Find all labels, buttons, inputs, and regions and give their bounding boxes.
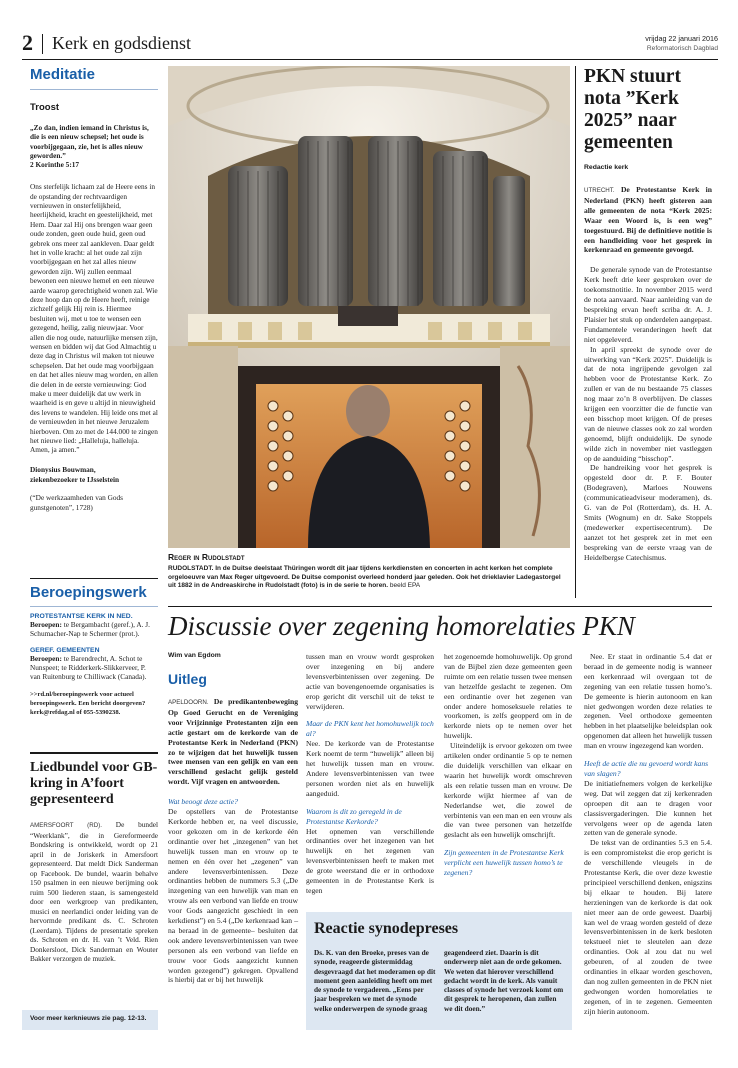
- beroepingswerk: [30, 584, 158, 718]
- pkn-nota-byline: Redactie kerk: [584, 164, 629, 171]
- header-rule: [22, 59, 718, 60]
- liedbundel-footer: Voor meer kerknieuws zie pag. 12-13.: [30, 1015, 147, 1022]
- discussie-col-3: [444, 652, 572, 878]
- caption-text: In de Duitse deelstaat Thüringen wordt dit jaar tijdens kerkdiensten en concerten in acht kerken het complete orgeloeuvre van Max Reger uitgevoerd. De Duitse componist overleed honderd jaar geleden. Ook het drieklavier Ladegastorgel uit 1882 in de Andreaskirche in Rudolstadt (foto) is in de serie te horen.: [168, 565, 561, 590]
- caption-dateline: RUDOLSTADT.: [168, 565, 214, 572]
- pkn-nota-p3: De handreiking voor het gesprek is opgesteld door dr. P. F. Bouter (Bodegraven), Marloes Nouwens (communicatieadviseur moderamen), ds. G. van de Pol (Rotterdam), ds. H. A. Smits (Wognum) en dr. Sake Stoppels (medewerker expertisecentrum). De aanzet tot het gesprek zet in met een bespreking van de eerste vraag van de Heidelbergse Catechismus.: [584, 463, 712, 562]
- discussie-q5: Heeft de actie die nu gevoerd wordt kans van slagen?: [584, 759, 709, 778]
- caption-body: [168, 565, 570, 591]
- discussie-q1: Wat beoogt deze actie?: [168, 797, 238, 807]
- beroeping-note[interactable]: >>rd.nl/beroepingswerk voor actueel beroepingswerk. Een bericht doorgeven? kerk@refdag.nl of 055-5390238.: [30, 691, 146, 717]
- reactie-box: [306, 912, 572, 1030]
- discussie-a3: Het opnemen van verschillende ordinanties over het inzegenen van het huwelijk en het zegenen van levensverbintenissen heeft te maken met de grote weerstand die er in orthodoxe gemeenten in de Protestantse Kerk is tegen: [306, 826, 434, 895]
- beroeping-group2-label: GEREF. GEMEENTEN: [30, 646, 100, 654]
- pkn-dateline: UTRECHT.: [584, 187, 615, 194]
- discussie-c4p3: De tekst van de ordinanties 5.3 en 5.4. is een compromistekst die erop gericht is de verschillende vleugels in de Protestantse Kerk, die over deze kwestie principieel verschillend denken, enigszins bij elkaar te houden. Bij latere herzieningen van de kerkorde is dat ook niet meer aan de orde geweest. Daarbij kan wel de vraag worden gesteld of deze levensverbintenissen in de kerk besloten tekstueel niet te sleutelen aan deze ordinanties. Ook al zou dat nu wel gebeuren, of al zouden de twee ordinanties in elkaar worden geschoven, dan nog zullen gemeenten in de PKN niet gedwongen worden homorelaties te zegenen, of in te zegenen. Gemeenten zijn hierin autonoom.: [584, 838, 712, 1016]
- pkn-left-rule: [575, 66, 576, 598]
- discussie-c4p1: Nee. Er staat in ordinantie 5.4 dat er beraad in de gemeente nodig is wanneer een kerkenraad wil overgaan tot de zegening van een relatie tussen homo’s. De gemeente is hierin autonoom en kan niet gedwongen worden deze relaties te zegenen. Veel orthodoxe gemeenten hebben in het plaatselijke beleidsplan ook opgenomen dat alleen het huwelijk tussen man en vrouw ingezegend kan worden.: [584, 652, 712, 751]
- pkn-nota-p1: De generale synode van de Protestantse Kerk heeft drie keer gesproken over de toekomstnotitie. In november 2015 werd de nota aanvaard. Naar aanleiding van de bespreking ervan heeft scriba dr. A. J. Plaisier het stuk op onderdelen aangepast. Fundamentele veranderingen heeft dat niet opgeleverd.: [584, 265, 712, 344]
- caption-credit: beeld EPA: [389, 582, 421, 590]
- liedbundel-text: De bundel “Weerklank”, die in Gereformeerde Bondskring is ontwikkeld, wordt op 21 april in de Joriskerk in Amersfoort gepresenteerd. Dat meldt Dick Sanderman op Facebook. De bundel, waarin behalve 150 psalmen in een nieuwe berijming ook ruim 500 liederen staan, is samengesteld door een werkgroep van predikanten, musici en neerlandici onder leiding van de hervormde predikant ds. C. Schroten (Leerdam). Tijdens de presentatie spreken ds. Schroten en dr. H. van ’t Veld. Rien Donkersloot, Dick Sanderman en Wouter Bakker verzorgen de muziek.: [30, 820, 158, 963]
- header-paper: Reformatorisch Dagblad: [646, 45, 718, 52]
- discussie-lead-text: De predikantenbeweging Op Goed Gerucht en de Vereniging voor Vrijzinnige Protestanten zijn een actie gestart om de kerkorde van de Protestantse Kerk in Nederland (PKN) zo te wijzigen dat het huwelijk tussen twee mensen van een gelijk en van een verschillend geslacht gelijk gesteld wordt. Vijf vragen en antwoorden.: [168, 697, 298, 787]
- reactie-right: geagendeerd ziet. Daarin is dit onderwerp niet aan de orde gekomen. We weten dat hierover verschillend gedacht wordt in de kerk. Als vanuit classes of synode het verzoek komt om dit gesprek te heropenen, dan zullen we dit doen.”: [444, 948, 564, 1013]
- reactie-left: Ds. K. van den Broeke, preses van de synode, reageerde gistermiddag desgevraagd dat het moderamen op dit moment geen aanleiding heeft om met de synode te vergaderen. „Eens per jaar bespreken we met de synode welke onderwerpen de synode graag: [314, 948, 436, 1013]
- liedbundel: [30, 760, 158, 964]
- liedbundel-title: Liedbundel voor GB-kring in A’foort gepresenteerd: [30, 760, 158, 807]
- meditatie-quote: „Zo dan, indien iemand in Christus is, die is een nieuw schepsel; het oude is voorbijgegaan, zie, het is alles nieuw geworden.”: [30, 123, 149, 160]
- discussie-q4: Zijn gemeenten in de Protestantse Kerk verplicht een huwelijk tussen homo’s te zegenen?: [444, 848, 564, 878]
- beroeping-group2: [30, 654, 158, 682]
- discussie-c3p1: het zogenoemde homohuwelijk. Op grond van de Bijbel zien deze gemeenten geen ruimte om een relatie tussen twee mensen van hetzelfde geslacht te zegenen. Om een ordinantie over het zegenen van onder andere homoseksuele relaties te voorkomen, is zelfs geopperd om in de kerkorde niets op te nemen over het huwelijk.: [444, 652, 573, 741]
- caption-title: Reger in Rudolstadt: [168, 552, 245, 562]
- discussie-title: Discussie over zegening homorelaties PKN: [168, 611, 635, 641]
- discussie-c2p1: tussen man en vrouw wordt gesproken over inzegening en bij andere levensverbintenissen over zegening. De actie van bovengenoemde organisaties is erop gericht dit verschil uit de tekst te verwijderen.: [306, 652, 434, 711]
- organ-photo: [168, 66, 570, 548]
- organ-illustration: [168, 66, 570, 548]
- beroeping-group1: [30, 620, 158, 639]
- meditatie-rule: [30, 89, 158, 90]
- pkn-nota-title: PKN stuurt nota ”Kerk 2025” naar gemeenten: [584, 66, 681, 153]
- meditatie-source: (“De werkzaamheden van Gods gunstgenoten”, 1728): [30, 492, 123, 512]
- beroeping-group1-bold: Beroepen:: [30, 620, 62, 629]
- beroeping-group2-bold: Beroepen:: [30, 653, 62, 663]
- header-divider: [42, 34, 43, 54]
- meditatie-author-role: ziekenbezoeker te IJsselstein: [30, 474, 120, 484]
- pkn-lead-text: De Protestantse Kerk in Nederland (PKN) heeft gisteren aan alle gemeenten de nota “Kerk 2025: Waar een Woord is, is een weg” toegestuurd. Bij de definitieve notitie is een handleiding voor het gesprek in kerkenraad en gemeente gevoegd.: [584, 185, 712, 255]
- meditatie-column: [30, 66, 158, 513]
- beroepingswerk-heading: Beroepingswerk: [30, 584, 147, 601]
- beroeping-rule: [30, 606, 158, 607]
- discussie-q3: Waarom is dit zo geregeld in de Protestantse Kerkorde?: [306, 806, 402, 826]
- discussie-col-2: [306, 652, 434, 896]
- liedbundel-body: [30, 820, 158, 964]
- discussie-top-rule: [168, 606, 712, 607]
- discussie-byline: Wim van Egdom: [168, 652, 221, 659]
- liedbundel-top-rule: [30, 752, 158, 754]
- discussie-c4p2: De initiatiefnemers volgen de kerkelijke weg. Dat wil zeggen dat zij kerkenraden oproepen dit aan te dragen voor classisvergaderingen. Die kunnen het vervolgens weer op de agenda laten zetten van de generale synode.: [584, 778, 712, 838]
- discussie-kicker: Uitleg: [168, 671, 207, 687]
- liedbundel-dateline: AMERSFOORT (RD).: [30, 822, 102, 829]
- discussie-lead: [168, 697, 298, 787]
- discussie-a2: Nee. De kerkorde van de Protestantse Kerk noemt de term “huwelijk” alleen bij het huwelijk tussen man en vrouw. Andere levensverbintenissen van twee personen worden niet als en huwelijk aangeduid.: [306, 739, 434, 798]
- liedbundel-footer-box[interactable]: [22, 1010, 158, 1030]
- header-date: vrijdag 22 januari 2016: [645, 34, 718, 43]
- section-title: Kerk en godsdienst: [52, 33, 191, 53]
- discussie-q2: Maar de PKN kent het homohuwelijk toch al?: [306, 719, 434, 739]
- discussie-c3p2: Uiteindelijk is ervoor gekozen om twee artikelen onder ordinantie 5 op te nemen die duidelijk verschillen van elkaar en waarin het huwelijk wordt omschreven als een relatie tussen man en vrouw. De kerkorde wijkt hiermee af van de Nederlandse wet, die zowel de verbintenis van een man en een vrouw als die van twee personen van hetzelfde geslacht als een huwelijk omschrijft.: [444, 741, 572, 840]
- photo-caption: [168, 552, 570, 591]
- discussie-col-4: [584, 652, 712, 1017]
- meditatie-body: Ons sterfelijk lichaam zal de Heere eens in de opstanding der rechtvaardigen vernieuwen in onsterfelijkheid, heerlijkheid, kracht en geestelijkheid, met Hem. Daar zal Hij ons brengen waar geen oude zonden, geen oude huid, geen oud gebrek ons meer zal aankleven. Daar geldt het in volle kracht: al het oude zal zijn voorbijgegaan en het zal alles nieuw geworden zijn. Wij zullen eenmaal bewonen een nieuwe hemel en een nieuwe aarde waarop gerechtigheid wonen zal. Wie deze hoop dan op de Heere heeft, reinige zichzelf gelijk Hij rein is. Hiermee besluiten wij, met u toe te wensen een gezegend, heilig, zalig nieuwjaar. Voor allen die nog oude, natuurlijke mensen zijn, wensen en bidden wij dat God Almachtig u deze dag in Christus wil maken tot nieuwe schepselen. Dat het oude mag voorbijgaan en dat het alles nieuw mag worden, en allen die delen in de eerste vernieuwing: God make u meer duidelijk dat uw werk in waarheid is en geve u altijd in nieuwigheid des levens te wandelen. Hij leide ons met al de vernieuwden in het nieuwe Jeruzalem hierboven. Om zo met de 144.000 te zingen het nieuwe lied: „Halleluja, halleluja. Amen, ja amen.”: [30, 182, 158, 455]
- beroeping-group1-text: te Bergambacht (geref.), A. J. Schumacher-Nap te Schermer (prot.).: [30, 620, 150, 639]
- beroeping-top-rule: [30, 578, 158, 579]
- beroeping-group1-label: PROTESTANTSE KERK IN NED.: [30, 613, 133, 620]
- reactie-title: Reactie synodepreses: [314, 920, 459, 937]
- page-header: [22, 32, 718, 60]
- pkn-nota: [584, 66, 712, 563]
- discussie-col-1: [168, 652, 298, 985]
- discussie-a1: De opstellers van de Protestantse Kerkorde hebben er, na veel discussie, voor gekozen om in de kerkorde één ordinantie over het „inzegenen” van het huwelijk tussen man en vrouw op te nemen en één over het „zegenen” van andere levensverbintenissen. Deze ordinanties hebben de nummers 5.3 („De inzegening van een huwelijk van man en vrouw als een verbond van liefde en trouw voor Gods aangezicht geschiedt in een kerkdienst”) en 5.4 („De kerkenraad kan –na beraad in de gemeente– besluiten dat ook andere levensverbintenissen van twee personen als een verbond van liefde en trouw voor Gods aangezicht kunnen worden gezegend”) gekregen. Opvallend is hierbij dat er bij het huwelijk: [168, 807, 298, 985]
- beroeping-group2-text: te Barendrecht, A. Schot te Nunspeet; te Ridderkerk-Slikkerveer, P. van Ruitenburg te Chilliwack (Canada).: [30, 653, 147, 682]
- page-number: 2: [22, 30, 33, 55]
- meditatie-heading: Meditatie: [30, 66, 96, 83]
- pkn-nota-p2: In april spreekt de synode over de uitwerking van “Kerk 2025”. Duidelijk is dat de nota ingrijpende gevolgen zal hebben voor de Protestantse Kerk. Zo zullen er van de nu bestaande 75 classes nog maar zo’n 8 overblijven. De classes krijgen een voorzitter die de functie van een bisschop moet krijgen. Of de preses van de nieuwe classes ook zo zal worden genoemd, blijft onduidelijk. De synode wilde zich in november niet vastleggen op de aanduiding “bisschop”.: [584, 344, 712, 463]
- meditatie-reference: 2 Korinthe 5:17: [30, 160, 80, 170]
- meditatie-title: Troost: [30, 102, 60, 113]
- meditatie-author: Dionysius Bouwman,: [30, 464, 96, 474]
- pkn-nota-lead: [584, 185, 712, 255]
- discussie-dateline: APELDOORN.: [168, 699, 209, 706]
